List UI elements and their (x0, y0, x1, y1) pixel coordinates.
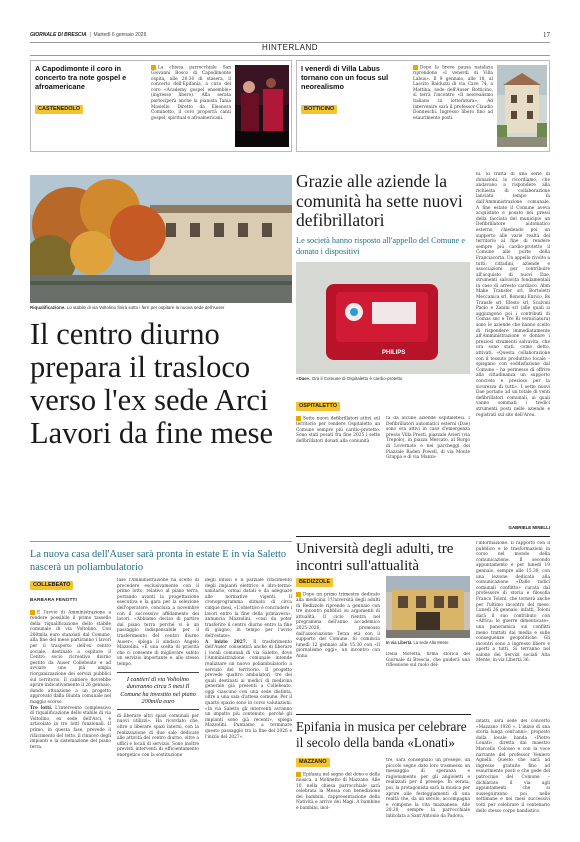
defib-photo-caption: «Dae». Ora il Comune di Ospitaletto è cardio-protetto (296, 376, 403, 381)
teaser-botticino (296, 60, 550, 152)
choir-photo (235, 65, 289, 147)
section-title: HINTERLAND (261, 43, 319, 52)
defib-column-1: Sette nuovi defibrillatori attivi sul territorio per rendere Ospitaletto un Comune sempre più cardio-protetto. Sono stati posati fra fine 2025 i sette defibrillatori donati alla comunità (296, 416, 380, 444)
univ-column-1: Dopo un primo trimestre dedicato alla medicina, l'Università degli adulti di Bedizzole riprende a gennaio con tre incontri pubblici su argomenti di attualità. Il ciclo rientra nel programma dell'anno accademico 2025-2026, promosso dall'associazione Terza età con il supporto del Comune. Si comincia lunedì 12 gennaio alle 15.30 con «Il giornalismo oggi», un incontro con Anna (296, 592, 380, 660)
musica-column-1: Epifania nel segno del dono e della musica, a Molinetto di Mazzano. Alle 10, nella chiesa parrocchiale sarà celebrata la Messa con benedizione dei bambini, rappresentazione della Natività e arrivo dei Magi. A bambine e bambini, inol- (296, 772, 380, 812)
defib-column-2: tà da alcune aziende ospitaletesi. I Defibrillatori automatici esterni (Dae) sono ora attivi in caso d'emergenza presso Villa Presti, piazzale Avieri (via Trepolo), in piazza Mercato, al Borgo di Lovernato e nei parcheggi dei Piazzale Baden Powell, di via Monte Grappa e di via Manzo- (386, 416, 470, 461)
page-header: GIORNALE DI BRESCIA | Martedì 6 gennaio 2026 17 (30, 31, 550, 39)
univ-headline: Università degli adulti, tre incontri sull'attualità (296, 541, 454, 574)
defibrillator-photo (296, 262, 470, 374)
location-tag: OSPITALETTO (296, 402, 340, 411)
location-tag: CASTENEDOLO (35, 105, 83, 114)
univ-building-photo (386, 576, 470, 638)
defib-subhead: Le società hanno risposto all'appello del Comune e donato i dispositivi (296, 236, 466, 256)
musica-headline: Epifania in musica per celebrare il secolo della banda «Lonati» (296, 719, 467, 750)
teaser-title: I venerdì di Villa Labus tornano con un focus sul neorealismo (301, 64, 389, 91)
location-tag: BOTTICINO (301, 105, 337, 114)
page-number: 17 (543, 31, 550, 39)
pull-quote: I cantieri di via Voltolino dureranno circa 5 mesi Il Comune ha investito nel piano 200mila euro (117, 672, 199, 710)
teaser-castenedolo (30, 60, 292, 152)
main-column-2: fase l'Amministrazione ha scelto di procedere esclusivamente con il primo lotto, relativo al piano terra, portando avanti la progettazione esecutiva e la gara per la selezione dell'operatore, conclusa a novembre con il successivo affidamento dei lavori. «Abbiamo deciso di partire dal piano terra perché vi è un passaggio indispensabile per il trasferimento del centro diurno Auser», spiega il sindaco Angelo Mazzolini. «È una scelta di priorità che ci consente di migliorare subito un servizio importante e, allo stesso tempo, I cantieri di via Voltolino dureranno circa 5 mesi Il Comune ha investito nel piano 200mila euro di liberare altri spazi comunali per nuovi utilizzi». Ha ricordato che, oltre a liberare spazi interni, con la realizzazione di due sale dedicate alle attività del centro diurno, oltre a uffici e locali di servizio. Sono inoltre previsti interventi di efficientamento energetico con la sostituzione (117, 578, 199, 759)
univ-column-2: Della Moretta, firma storica del Giornale di Brescia, che guiderà una riflessione sul ruolo del- (386, 652, 470, 669)
villa-photo (497, 65, 547, 147)
author-byline: BARBARA FENOTTI (30, 597, 77, 602)
main-headline: Il centro diurno prepara il trasloco verso l'ex sede Arci Lavori da fine mese (30, 317, 274, 450)
author-byline: GABRIELE MINELLI (508, 525, 550, 530)
defib-column-3: ni. Si tratta di una serie di donazioni, lo ricordiamo, che andavano a rispondere alla richiesta di collaborazione lanciata tempo fa dall'Amministrazione comunale. A fine estate il Comune aveva acquistato e posato nei pressi della facciata del municipio un Defibrillatore automatico esterno, chiedendo poi un supporto alle varie realtà del territorio al fine di rendere sempre più cardio-protetto il Comune alle porte della Franciacorta. Un appello rivolto a tutti: cittadini, aziende e associazioni per contribuire all'acquisto di nuovi Dae, strumenti salvavita fondamentali in caso di arresto cardiaco. Abm Make Transfer srl, Bortoletti Meccanica srl, Bonomi Enrico, Bs Transfe srl, Elesto srl, Scalvini Paolo e Zanini srl (alle quali si aggiungono poi i contributi di Comas snc e Tre Bi verniciatura) sono le aziende che hanno scelto di rispondere immediatamente all'Amministrazione e donare i preziosi strumenti salvavita, che ora sono stati, come detto, attivati. «Questa collaborazione con il tessuto produttivo locale – spiegano con soddisfazione dal Comune – ha permesso di offrire alla cittadinanza un supporto concreto e prezioso per la sicurezza di tutti». I sette nuovi Dae portano ad un totale di venti defibrillatori comunali, ai quali vanno sommati i tredici strumenti posti nelle aziende e registrati sul sito dell'Areu. (476, 172, 550, 418)
defib-headline: Grazie alle aziende la comunità ha sette nuovi defibrillatori (296, 171, 463, 230)
masthead: GIORNALE DI BRESCIA (30, 32, 87, 38)
musica-column-2: tre, sarà consegnato un presepe, un piccolo segno dato loro trasmesso un messaggio di speranza e ragionamento per gli angioletti e realizzati per il presepe. In serata, poi, la protagonista sarà la musica per aprire alle festeggiamenti di una realtà che, da un secolo, accompagna e compone la vita mazzanese. Alle 20.30, sempre la parrocchiale intitolata a Sant'Antonio da Padova, (386, 758, 470, 819)
main-subhead: La nuova casa dell'Auser sarà pronta in estate E in via Saletto nascerà un poliambulatorio (30, 549, 287, 573)
location-tag: BEDIZZOLE (296, 578, 333, 587)
location-tag: MAZZANO (296, 758, 330, 767)
main-column-1: È l'avvio di Amministrazione a rendere possibile il primo tassello della riqualificazione dello stabile comunale di via Voltolino. Con 200mila euro stanziati dal Comune, alla fine del mese partiranno i lavori per il trasporto dell'ex centro sociale, destinato a ospitare il Centro socio ricreativo diurno gestito da Auser Collebeato e ad avviare uno più ampia riorganizzazione dei servizi pubblici sul territorio. Il cantiere dovrebbe aprire indicativamente il 26 gennaio, dando attuazione a un progetto approvato dalla Giunta comunale nel maggio scorso. Tre lotti. L'intervento complessivo di riqualificazione dello stabile di via Voltolino, ex sede dell'Arci, è articolato in tre lotti funzionali. Il primo, in questa fase, prevede il rifacimento del tetto, il rinnovo degli impianti e la sistemazione del piano terra. (30, 610, 111, 750)
teaser-body: Dopo la breve pausa natalizia riprendono «I venerdì di Villa Labus». Il 9 gennaio, alle 18, al Lascito Balduzzi di via Cave 74, a Mattina, sede dell'Auser Botticino, si terrà l'incontro «Il neorealismo italiano in letteratura». Ad intervenire sarà il professor Claudio Donneschi. Ingresso libero fino ad esaurimento posti. (413, 65, 493, 121)
defib-brand: PHILIPS (382, 350, 406, 356)
musica-column-3: infatti, sarà sede del concerto «Mazzano 1926 ». L'inizio di una storia lunga cent'anni», proposto dalla locale banda «Pietro Lonati», diretta dal maestro Marcello Colosso e con la voce narrante del professor Veniero Agnelli. Questo che sarà ad ingresso gratuito fino ad esaurimento posti e che gode del patrocinio del Comune – dichiarato il via agli appuntamenti che si susseguiranno poi nelle settimane e nei mesi successivi volti per celebrare il centenario dello stesso corpo bandistico. (476, 719, 550, 814)
main-column-3: degli infissi e il parziale rifacimento degli impianti elettrico e idro-termo-sanitario, ormai datati e da adeguare alle normative vigenti. Il cronoprogramma stimato di circa cinque mesi, «L'obiettivo è concludere i lavori entro la fine della primavera», annuncia Mazzolini, «così da poter trasferire il centro diurno entro la fine di giugno, in tempo per l'avvio dell'estate». A inizio 2027. Il trasferimento dell'Auser consentirà anche di liberare i locali comunali di via Saletto, dove l'Amministrazione comunale intende realizzare un nuovo poliambulatorio a servizio del territorio. Il progetto prevede quattro ambulatori, tre dei quali destinati ai medici di medicina generale già presenti a Collebeato, oggi ciascuno con una sede distinta, oltre a una sala d'attesa comune. Per il quarto spazio sono in corso valutazioni. «In via Saletto gli interventi avranno un impatto più contenuto, perché gli impianti sono già recenti», spiega Mazzolini. Puntiamo a terminare questo passaggio tra la fine del 2026 e l'inizio del 2027». (205, 578, 292, 740)
location-tag: COLLEBEATO (30, 581, 73, 590)
univ-column-3: l'informazione. Il rapporto con il pubblico e le trasformazioni in corso nel mondo della comunicazione. Il secondo appuntamento è per lunedì 19 gennaio, sempre alle 15.30, con una lezione dedicata alla comunicazione «Dalle radici comunali conflitto» curata dal professore di storia e filosofia Franco Toloni, che tornerà anche per l'ultimo incontro del mese. Lunedì 26 gennaio, infatti, Toloni darà il suo contributo con «Africa: le guerre dimenticate», una panoramica sui conflitti meno trattati dai media e sulle conseguenze geopolitiche. Gli incontri sono a ingresso libero e aperti a tutti. Si terranno nel salone dei Servizi sociali Alta Mente, in via Libertà 36. (476, 541, 550, 664)
auser-building-photo (30, 175, 292, 303)
teaser-body: La chiesa parrocchiale San Giovanni Bosco di Capodimonte ospita, alle 20.30 di stasera, il concerto dell'Epifania, a cura del coro «Academy gospel ensemble» (ingresso libero). Alla serata parteciperà anche la pianista Tania Masiello. Diretto da Eleonora Cominotto, il coro proporrà canti gospel, spiritual e afroamericani. (151, 65, 231, 121)
univ-photo-caption: In via Libertà. La sede Alta Mente (386, 640, 449, 645)
main-photo-caption: Riqualificazione. Lo stabile di via Voltolino finirà sotto i ferri per ospitare la nuova sede dell'Auser (30, 305, 225, 310)
page-date: Martedì 6 gennaio 2026 (93, 32, 147, 38)
teaser-title: A Capodimonte il coro in concerto tra note gospel e afroamericane (35, 64, 127, 91)
